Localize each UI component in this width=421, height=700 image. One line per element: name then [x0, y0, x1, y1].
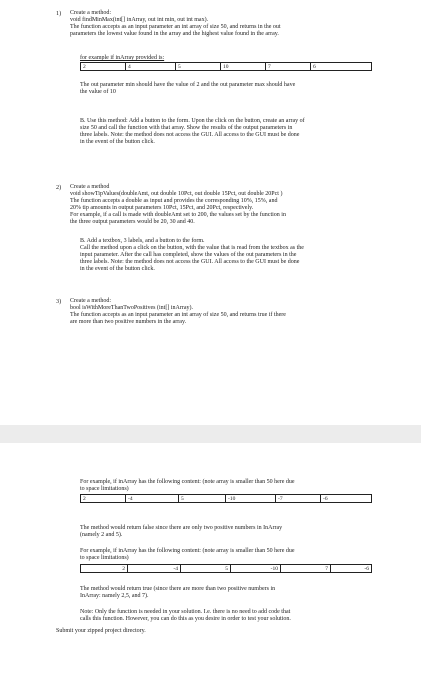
q1-line: The function accepts as an input parameter an int array of size 50, and returns in the out	[70, 24, 281, 30]
q3-number: 3)	[56, 298, 62, 305]
q2-part-b	[80, 238, 370, 273]
array-cell: 5	[179, 495, 226, 503]
q3-statement	[70, 298, 370, 326]
example2-result-line: InArray: namely 2,5, and 7).	[80, 593, 149, 599]
example2-line: to space limitations)	[80, 555, 129, 561]
example1-line: to space limitations)	[80, 486, 129, 492]
array-cell: -6	[321, 495, 372, 503]
q1-number: 1)	[56, 10, 62, 17]
example1-array	[80, 494, 372, 503]
q1-statement	[70, 10, 370, 38]
q3-line: bool isWithMoreThanTwoPositives (int[] inArray).	[70, 305, 193, 311]
q1-result-line: the value of 10	[80, 89, 116, 95]
q2-number: 2)	[56, 184, 62, 191]
q2-line: The function accepts a double as input and provides the corresponding 10%, 15%, and	[70, 198, 278, 204]
q1-line: void findMinMax(int[] inArray, out int min, out int max).	[70, 17, 209, 23]
q1-part-b-line: three labels. Note: the method does not access the GUI. All access to the GUI must be done	[80, 132, 300, 138]
q2-part-b-line: in the event of the button click.	[80, 266, 155, 272]
array-cell: -6	[331, 565, 372, 573]
q1-result-line: The out parameter min should have the value of 2 and the out parameter max should have	[80, 82, 296, 88]
array-cell: -7	[276, 495, 321, 503]
array-cell: 6	[311, 63, 372, 71]
q1-part-b-line: in the event of the button click.	[80, 139, 155, 145]
array-cell: 5	[181, 565, 231, 573]
q2-part-b-line: B. Add a textbox, 3 labels, and a button to the form.	[80, 238, 205, 244]
array-cell: 7	[281, 565, 331, 573]
q2-part-b-line: input parameter. After the call has completed, show the values of the out parameters in the	[80, 252, 297, 258]
q3-line: The function accepts as an input parameter an int array of size 50, and returns true if there	[70, 312, 286, 318]
array-cell: -4	[128, 565, 181, 573]
q1-part-b-line: size 50 and call the function with that array. Show the results of the output parameters in	[80, 125, 293, 131]
q2-part-b-line: three labels. Note: the method does not access the GUI. All access to the GUI must be done	[80, 259, 300, 265]
q2-line: Create a method	[70, 184, 110, 190]
q3-line: are more than two positive numbers in the array.	[70, 319, 187, 325]
example2-result-line: The method would return true (since there are more than two positive numbers in	[80, 586, 276, 592]
solution-note-line: Note: Only the function is needed in your solution. I.e. there is no need to add code that	[80, 609, 291, 615]
q2-line: void showTipValues(doubleAmt, out double 10Pct, out double 15Pct, out double 20Pct )	[70, 191, 283, 197]
example1-result-line: The method would return false since there are only two positive numbers in InArray	[80, 525, 283, 531]
q2-line: the three output parameters would be 20, 30 and 40.	[70, 219, 195, 225]
q3-line: Create a method:	[70, 298, 111, 304]
example1-intro	[80, 479, 375, 493]
array-cell: -4	[126, 495, 179, 503]
array-cell: 2	[81, 565, 128, 573]
document-page-2	[0, 443, 421, 700]
q1-example-label: for example if inArray provided is:	[80, 55, 165, 61]
array-cell: -10	[231, 565, 281, 573]
example1-result-line: (namely 2 and 5).	[80, 532, 123, 538]
q1-line: Create a method:	[70, 10, 111, 16]
q1-example-array	[80, 62, 372, 71]
array-cell: 7	[266, 63, 311, 71]
example1-line: For example, if inArray has the following content: (note array is smaller than 50 here due	[80, 479, 295, 485]
example1-result	[80, 525, 375, 539]
example2-result	[80, 586, 375, 600]
q2-line: For example, if a call is made with doubleAmt set to 200, the values set by the function in	[70, 212, 286, 218]
example2-intro	[80, 548, 375, 562]
array-cell: 2	[81, 63, 126, 71]
example2-array	[80, 564, 372, 573]
q2-statement	[70, 184, 370, 226]
array-cell: 2	[81, 495, 126, 503]
q2-line: 20% tip amounts in output parameters 10Pct, 15Pct, and 20Pct, respectively.	[70, 205, 254, 211]
submit-instruction: Submit your zipped project directory.	[56, 628, 146, 634]
example2-line: For example, if inArray has the following content: (note array is smaller than 50 here due	[80, 548, 295, 554]
q1-line: parameters the lowest value found in the array and the highest value found in the array.	[70, 31, 279, 37]
solution-note-line: calls this function. However, you can do this as you desire in order to test your solution.	[80, 616, 291, 622]
array-cell: 10	[221, 63, 266, 71]
solution-note	[80, 609, 380, 623]
q1-part-b-line: B. Use this method: Add a button to the form. Upon the click on the button, create an array of	[80, 118, 305, 124]
array-cell: 5	[176, 63, 221, 71]
array-cell: -10	[226, 495, 276, 503]
q2-part-b-line: Call the method upon a click on the button, with the value that is read from the textbox as the	[80, 245, 304, 251]
q1-part-b	[80, 118, 375, 146]
array-cell: 4	[126, 63, 176, 71]
q1-result	[80, 82, 375, 96]
